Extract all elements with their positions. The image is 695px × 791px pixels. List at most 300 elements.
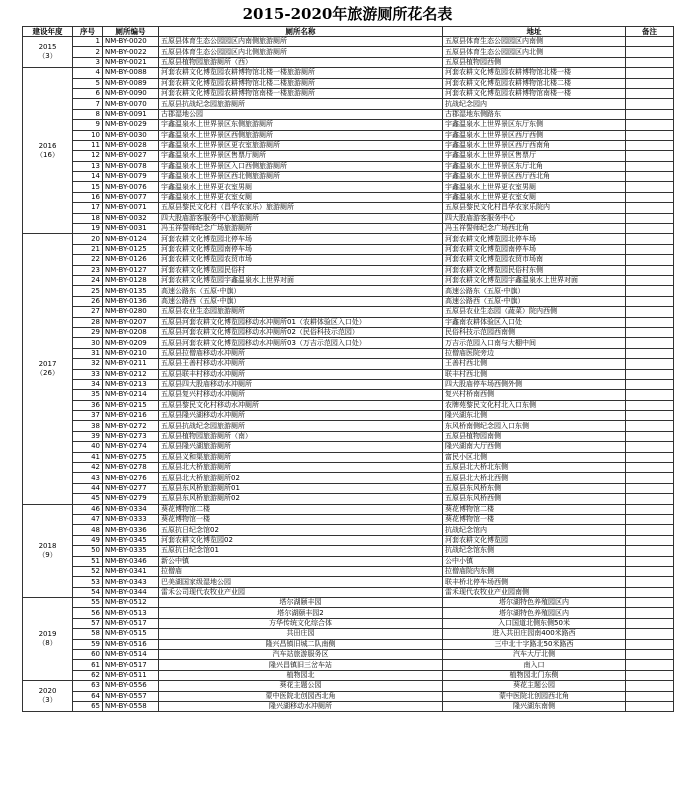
toilet-note (626, 691, 674, 701)
toilet-code: NM-BY-0029 (103, 120, 159, 130)
year-label: 2017 (38, 360, 57, 368)
toilet-address: 三中北十字路北50米路西 (443, 639, 626, 649)
table-row (23, 275, 674, 285)
toilet-address: 冯玉祥誓师纪念广场西北角 (443, 224, 626, 234)
toilet-code: NM-BY-0028 (103, 140, 159, 150)
toilet-address: 四大股庙游客服务中心 (443, 213, 626, 223)
toilet-note (626, 68, 674, 78)
row-number: 50 (73, 546, 103, 556)
row-number: 32 (73, 359, 103, 369)
row-number: 47 (73, 514, 103, 524)
row-number: 20 (73, 234, 103, 244)
toilet-address: 河套农耕文化博览园宇鑫温泉水上世界对面 (443, 275, 626, 285)
table-row (23, 483, 674, 493)
row-number: 6 (73, 88, 103, 98)
toilet-address: 隆兴湖东南侧 (443, 702, 626, 712)
toilet-note (626, 151, 674, 161)
toilet-code: NM-BY-0090 (103, 88, 159, 98)
table-row (23, 650, 674, 660)
toilet-address: 五原县北大桥北西侧 (443, 473, 626, 483)
row-number: 11 (73, 140, 103, 150)
table-row (23, 681, 674, 691)
table-row (23, 286, 674, 296)
toilet-note (626, 307, 674, 317)
toilet-note (626, 577, 674, 587)
toilet-address: 河套农耕文化博览园民俗村东侧 (443, 265, 626, 275)
toilet-address: 宇鑫温泉水上世界景区西厅西侧 (443, 130, 626, 140)
toilet-name: 宇鑫温泉水上世界景区入口西侧旅游厕所 (159, 161, 443, 171)
table-row (23, 535, 674, 545)
toilet-note (626, 463, 674, 473)
toilet-name: 植物园北 (159, 670, 443, 680)
toilet-address: 隆兴湖东北侧 (443, 411, 626, 421)
toilet-note (626, 483, 674, 493)
toilet-name: 古郡湿地公园 (159, 109, 443, 119)
row-number: 18 (73, 213, 103, 223)
table-row (23, 618, 674, 628)
toilet-code: NM-BY-0334 (103, 504, 159, 514)
toilet-code: NM-BY-0511 (103, 670, 159, 680)
toilet-name: 五原县植物园旅游厕所（南） (159, 431, 443, 441)
toilet-code: NM-BY-0512 (103, 598, 159, 608)
table-row (23, 120, 674, 130)
toilet-address: 公中小镇 (443, 556, 626, 566)
toilet-name: 五原县东风桥旅游厕所01 (159, 483, 443, 493)
toilet-address: 五原县体育生态公园园区内北侧 (443, 47, 626, 57)
toilet-name: 隆兴昌镇旧城二队南侧 (159, 639, 443, 649)
toilet-note (626, 255, 674, 265)
table-row (23, 234, 674, 244)
row-number: 14 (73, 172, 103, 182)
table-row (23, 494, 674, 504)
toilet-address: 河套农耕文化博览园 (443, 535, 626, 545)
toilet-list-table (22, 26, 674, 712)
year-count: （3） (38, 52, 57, 61)
toilet-address: 宇鑫温泉水上世界景区西厅西南角 (443, 140, 626, 150)
toilet-code: NM-BY-0345 (103, 535, 159, 545)
toilet-code: NM-BY-0125 (103, 244, 159, 254)
toilet-name: 河套农耕文化博览园农耕博物馆北楼二楼旅游厕所 (159, 78, 443, 88)
toilet-name: 冯玉祥誓师纪念广场旅游厕所 (159, 224, 443, 234)
toilet-note (626, 670, 674, 680)
row-number: 16 (73, 192, 103, 202)
table-row (23, 151, 674, 161)
toilet-name: 高速公路西（五原-中旗） (159, 296, 443, 306)
row-number: 53 (73, 577, 103, 587)
table-row (23, 421, 674, 431)
table-row (23, 161, 674, 171)
row-number: 52 (73, 566, 103, 576)
toilet-name: 五原县王善村移动水冲厕所 (159, 359, 443, 369)
toilet-address: 宇鑫温泉水上世界景区西厅西北角 (443, 172, 626, 182)
toilet-code: NM-BY-0273 (103, 431, 159, 441)
toilet-address: 联丰村西北侧 (443, 369, 626, 379)
toilet-name: 五原县东风桥旅游厕所02 (159, 494, 443, 504)
row-number: 62 (73, 670, 103, 680)
toilet-name: 高速公路东（五原-中旗） (159, 286, 443, 296)
toilet-name: 五原县河套农耕文化博览园移动水冲厕所03（万吉示范园入口处） (159, 338, 443, 348)
toilet-note (626, 494, 674, 504)
toilet-note (626, 546, 674, 556)
toilet-address: 葵花博物馆一楼 (443, 514, 626, 524)
table-row (23, 525, 674, 535)
table-row (23, 307, 674, 317)
toilet-code: NM-BY-0209 (103, 338, 159, 348)
toilet-address: 农牌苑黎民文化村北入口东侧 (443, 400, 626, 410)
toilet-note (626, 120, 674, 130)
toilet-address: 四大股庙停车场西侧外侧 (443, 379, 626, 389)
row-number: 58 (73, 629, 103, 639)
table-row (23, 587, 674, 597)
toilet-address: 东风桥南侧纪念园入口东侧 (443, 421, 626, 431)
toilet-address: 民俗科技示范园西南侧 (443, 327, 626, 337)
toilet-note (626, 681, 674, 691)
toilet-note (626, 359, 674, 369)
toilet-note (626, 234, 674, 244)
toilet-code: NM-BY-0208 (103, 327, 159, 337)
toilet-name: 五原县义和渠旅游厕所 (159, 452, 443, 462)
toilet-name: 五原县隆兴湖旅游厕所 (159, 442, 443, 452)
row-number: 34 (73, 379, 103, 389)
toilet-code: NM-BY-0514 (103, 650, 159, 660)
toilet-address: 五原县北大桥北东侧 (443, 463, 626, 473)
toilet-note (626, 535, 674, 545)
row-number: 3 (73, 57, 103, 67)
toilet-name: 汽车站旅游服务区 (159, 650, 443, 660)
toilet-address: 复兴村桥南西侧 (443, 390, 626, 400)
table-row (23, 390, 674, 400)
toilet-name: 巴美湖国家级湿地公园 (159, 577, 443, 587)
year-count: （16） (36, 150, 59, 159)
toilet-note (626, 390, 674, 400)
toilet-note (626, 317, 674, 327)
row-number: 24 (73, 275, 103, 285)
toilet-code: NM-BY-0335 (103, 546, 159, 556)
toilet-code: NM-BY-0216 (103, 411, 159, 421)
toilet-note (626, 473, 674, 483)
toilet-address: 五原县农业生态园（蔬菜）院内西侧 (443, 307, 626, 317)
toilet-code: NM-BY-0070 (103, 99, 159, 109)
toilet-name: 宇鑫温泉水上世界景区西北侧旅游厕所 (159, 172, 443, 182)
toilet-note (626, 109, 674, 119)
toilet-note (626, 265, 674, 275)
toilet-address: 高速公路西（五原-中旗） (443, 296, 626, 306)
toilet-code: NM-BY-0127 (103, 265, 159, 275)
row-number: 65 (73, 702, 103, 712)
toilet-name: 河套农耕文化博览园北停车场 (159, 234, 443, 244)
toilet-code: NM-BY-0279 (103, 494, 159, 504)
toilet-note (626, 525, 674, 535)
toilet-note (626, 629, 674, 639)
toilet-code: NM-BY-0030 (103, 130, 159, 140)
toilet-address: 塔尔湖特色养殖园区内 (443, 608, 626, 618)
toilet-name: 葵花主题公园 (159, 681, 443, 691)
toilet-address: 河套农耕文化博览园农耕博物馆南楼一楼 (443, 88, 626, 98)
row-number: 60 (73, 650, 103, 660)
row-number: 26 (73, 296, 103, 306)
toilet-code: NM-BY-0136 (103, 296, 159, 306)
toilet-address: 抗战纪念园内 (443, 99, 626, 109)
toilet-note (626, 88, 674, 98)
toilet-code: NM-BY-0275 (103, 452, 159, 462)
table-row (23, 37, 674, 47)
year-cell (23, 598, 73, 681)
toilet-code: NM-BY-0515 (103, 629, 159, 639)
row-number: 45 (73, 494, 103, 504)
toilet-code: NM-BY-0274 (103, 442, 159, 452)
toilet-address: 河套农耕文化博览园北停车场 (443, 234, 626, 244)
toilet-note (626, 504, 674, 514)
toilet-note (626, 348, 674, 358)
table-row (23, 317, 674, 327)
toilet-note (626, 130, 674, 140)
toilet-address: 宇鑫温泉水上世界更衣室男厕 (443, 182, 626, 192)
toilet-address: 河套农耕文化博览园农耕博物馆北楼二楼 (443, 78, 626, 88)
toilet-code: NM-BY-0031 (103, 224, 159, 234)
toilet-note (626, 213, 674, 223)
row-number: 29 (73, 327, 103, 337)
toilet-name: 五原县黎民文化村（昌华农家乐）旅游厕所 (159, 203, 443, 213)
table-row (23, 463, 674, 473)
toilet-address: 五原县东风桥西侧 (443, 494, 626, 504)
toilet-name: 宇鑫温泉水上世界景区西侧旅游厕所 (159, 130, 443, 140)
toilet-address: 河套农耕文化博览园农贸市场南 (443, 255, 626, 265)
toilet-code: NM-BY-0214 (103, 390, 159, 400)
toilet-address: 河套农耕文化博览园南停车场 (443, 244, 626, 254)
toilet-name: 五原县河套农耕文化博览园移动水冲厕所01（农耕体验区入口处） (159, 317, 443, 327)
table-row (23, 702, 674, 712)
toilet-note (626, 421, 674, 431)
table-row (23, 296, 674, 306)
toilet-note (626, 442, 674, 452)
toilet-code: NM-BY-0278 (103, 463, 159, 473)
row-number: 64 (73, 691, 103, 701)
toilet-name: 葵花博物馆二楼 (159, 504, 443, 514)
toilet-name: 五原县复兴村移动水冲厕所 (159, 390, 443, 400)
row-number: 15 (73, 182, 103, 192)
toilet-address: 王善村西北侧 (443, 359, 626, 369)
toilet-code: NM-BY-0341 (103, 566, 159, 576)
toilet-address: 宇鑫温泉水上世界景区东厅东侧 (443, 120, 626, 130)
row-number: 59 (73, 639, 103, 649)
toilet-code: NM-BY-0032 (103, 213, 159, 223)
table-row (23, 109, 674, 119)
toilet-name: 雷禾公司现代农牧业产业园 (159, 587, 443, 597)
year-count: （3） (38, 696, 57, 705)
toilet-note (626, 431, 674, 441)
row-number: 41 (73, 452, 103, 462)
table-row (23, 629, 674, 639)
toilet-name: 河套农耕文化博览园宇鑫温泉水上世界对面 (159, 275, 443, 285)
row-number: 21 (73, 244, 103, 254)
table-row (23, 577, 674, 587)
toilet-code: NM-BY-0276 (103, 473, 159, 483)
row-number: 57 (73, 618, 103, 628)
toilet-code: NM-BY-0027 (103, 151, 159, 161)
toilet-address: 入口国道北侧东侧50米 (443, 618, 626, 628)
table-row (23, 140, 674, 150)
row-number: 7 (73, 99, 103, 109)
row-number: 49 (73, 535, 103, 545)
table-header-row (23, 27, 674, 37)
toilet-note (626, 224, 674, 234)
toilet-note (626, 452, 674, 462)
row-number: 42 (73, 463, 103, 473)
toilet-name: 塔尔湖颐丰园2 (159, 608, 443, 618)
year-label: 2015 (38, 43, 57, 52)
toilet-name: 河套农耕文化博览园民俗村 (159, 265, 443, 275)
toilet-address: 五原县植物园西侧 (443, 57, 626, 67)
toilet-address: 五原县东风桥东侧 (443, 483, 626, 493)
row-number: 35 (73, 390, 103, 400)
toilet-name: 五原县抗战纪念园旅游厕所 (159, 99, 443, 109)
toilet-note (626, 660, 674, 670)
row-number: 10 (73, 130, 103, 140)
toilet-address: 隆兴湖南大厅西侧 (443, 442, 626, 452)
row-number: 40 (73, 442, 103, 452)
toilet-code: NM-BY-0517 (103, 618, 159, 628)
row-number: 23 (73, 265, 103, 275)
toilet-code: NM-BY-0558 (103, 702, 159, 712)
row-number: 19 (73, 224, 103, 234)
table-row (23, 442, 674, 452)
toilet-address: 葵花主题公园 (443, 681, 626, 691)
toilet-name: 方华传统文化综合体 (159, 618, 443, 628)
table-row (23, 68, 674, 78)
table-row (23, 213, 674, 223)
toilet-code: NM-BY-0079 (103, 172, 159, 182)
toilet-name: 宇鑫温泉水上世界更衣室女厕 (159, 192, 443, 202)
row-number: 22 (73, 255, 103, 265)
row-number: 46 (73, 504, 103, 514)
toilet-note (626, 275, 674, 285)
toilet-note (626, 57, 674, 67)
toilet-address: 宇鑫南农耕体验区入口处 (443, 317, 626, 327)
table-row (23, 359, 674, 369)
toilet-address: 雷禾现代农牧业产业园南侧 (443, 587, 626, 597)
toilet-name: 五原县植物园旅游厕所（西） (159, 57, 443, 67)
toilet-name: 拉僧庙 (159, 566, 443, 576)
toilet-code: NM-BY-0071 (103, 203, 159, 213)
toilet-code: NM-BY-0124 (103, 234, 159, 244)
row-number: 8 (73, 109, 103, 119)
toilet-name: 五原抗日纪念馆02 (159, 525, 443, 535)
toilet-code: NM-BY-0517 (103, 660, 159, 670)
toilet-name: 葵花博物馆一楼 (159, 514, 443, 524)
toilet-code: NM-BY-0333 (103, 514, 159, 524)
row-number: 12 (73, 151, 103, 161)
row-number: 30 (73, 338, 103, 348)
toilet-name: 隆兴昌镇旧三岔车站 (159, 660, 443, 670)
header-no: 序号 (73, 27, 103, 37)
toilet-name: 五原县抗战纪念园旅游厕所 (159, 421, 443, 431)
table-row (23, 369, 674, 379)
row-number: 39 (73, 431, 103, 441)
row-number: 55 (73, 598, 103, 608)
table-row (23, 473, 674, 483)
row-number: 1 (73, 37, 103, 47)
toilet-note (626, 587, 674, 597)
row-number: 27 (73, 307, 103, 317)
row-number: 25 (73, 286, 103, 296)
header-name: 厕所名称 (159, 27, 443, 37)
toilet-code: NM-BY-0212 (103, 369, 159, 379)
toilet-code: NM-BY-0088 (103, 68, 159, 78)
toilet-code: NM-BY-0210 (103, 348, 159, 358)
year-label: 2018 (38, 541, 57, 550)
table-row (23, 504, 674, 514)
table-row (23, 99, 674, 109)
table-row (23, 546, 674, 556)
toilet-address: 植物园北门东侧 (443, 670, 626, 680)
toilet-name: 河套农耕文化博览园农贸市场 (159, 255, 443, 265)
toilet-address: 宇鑫温泉水上世界景区售票厅 (443, 151, 626, 161)
toilet-note (626, 411, 674, 421)
row-number: 5 (73, 78, 103, 88)
table-row (23, 224, 674, 234)
table-row (23, 452, 674, 462)
year-count: （9） (38, 550, 57, 559)
table-row (23, 566, 674, 576)
table-row (23, 255, 674, 265)
toilet-name: 宇鑫温泉水上世界更衣室男厕 (159, 182, 443, 192)
table-row (23, 691, 674, 701)
table-row (23, 130, 674, 140)
toilet-address: 古郡湿地东侧路东 (443, 109, 626, 119)
table-row (23, 182, 674, 192)
toilet-note (626, 338, 674, 348)
table-row (23, 411, 674, 421)
toilet-code: NM-BY-0215 (103, 400, 159, 410)
toilet-code: NM-BY-0078 (103, 161, 159, 171)
toilet-code: NM-BY-0272 (103, 421, 159, 431)
toilet-address: 拉僧庙医院旁边 (443, 348, 626, 358)
year-cell (23, 37, 73, 68)
toilet-code: NM-BY-0346 (103, 556, 159, 566)
toilet-address: 五原县黎民文化村昌华农家乐院内 (443, 203, 626, 213)
toilet-note (626, 286, 674, 296)
header-year: 建设年度 (23, 27, 73, 37)
row-number: 33 (73, 369, 103, 379)
toilet-code: NM-BY-0211 (103, 359, 159, 369)
toilet-address: 塔尔湖特色养殖园区内 (443, 598, 626, 608)
toilet-name: 河套农耕文化博览园农耕博物馆南楼一楼旅游厕所 (159, 88, 443, 98)
toilet-note (626, 400, 674, 410)
toilet-name: 五原县四大股庙移动水冲厕所 (159, 379, 443, 389)
table-row (23, 244, 674, 254)
table-row (23, 57, 674, 67)
table-row (23, 348, 674, 358)
row-number: 38 (73, 421, 103, 431)
header-address: 地址 (443, 27, 626, 37)
table-row (23, 203, 674, 213)
table-row (23, 78, 674, 88)
toilet-code: NM-BY-0344 (103, 587, 159, 597)
header-note: 备注 (626, 27, 674, 37)
table-row (23, 400, 674, 410)
table-row (23, 598, 674, 608)
toilet-address: 抗战纪念馆内 (443, 525, 626, 535)
year-cell (23, 681, 73, 712)
table-row (23, 608, 674, 618)
row-number: 56 (73, 608, 103, 618)
year-label: 2020 (38, 687, 57, 696)
row-number: 13 (73, 161, 103, 171)
toilet-note (626, 296, 674, 306)
toilet-address: 蒙中医院北创园西北角 (443, 691, 626, 701)
table-row (23, 192, 674, 202)
page-title: 2015-2020年旅游厕所花名表 (242, 5, 453, 23)
